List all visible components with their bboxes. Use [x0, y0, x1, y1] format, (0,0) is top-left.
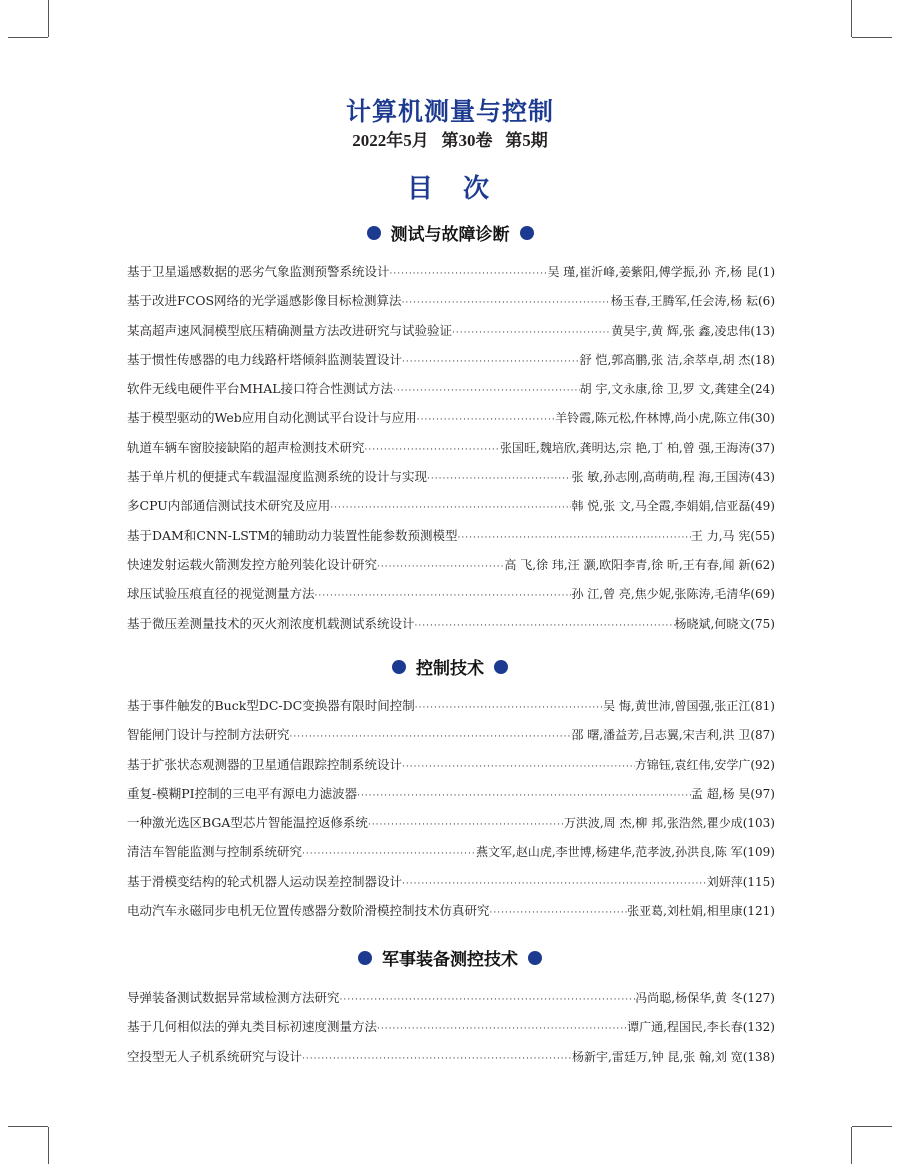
entry-title: 重复-模糊PI控制的三电平有源电力滤波器	[127, 785, 358, 801]
entry-page: (49)	[750, 499, 775, 514]
dot-leader	[302, 849, 476, 859]
entry-title: 基于扩张状态观测器的卫星通信跟踪控制系统设计	[127, 756, 403, 772]
dot-leader	[452, 328, 611, 338]
toc-list-testing	[127, 262, 775, 643]
entry-page: (55)	[750, 528, 775, 543]
section-title: 控制技术	[416, 659, 484, 679]
section-heading-testing	[0, 220, 900, 245]
entry-title: 轨道车辆车窗胶接缺陷的超声检测技术研究	[127, 439, 365, 455]
dot-leader	[415, 703, 603, 713]
bullet-dot-icon	[528, 951, 542, 965]
toc-title: 目 次	[406, 174, 494, 204]
entry-title: 空投型无人子机系统研究与设计	[127, 1048, 303, 1064]
toc-entry[interactable]	[127, 784, 775, 813]
dot-leader	[390, 269, 548, 279]
dot-leader	[330, 503, 571, 513]
entry-authors: 舒 恺,郭高鹏,张 洁,余萃卓,胡 杰	[579, 352, 751, 367]
entry-title: 快速发射运载火箭测发控方舱列装化设计研究	[127, 556, 378, 572]
entry-page: (138)	[742, 1049, 775, 1064]
toc-entry[interactable]	[127, 1017, 775, 1046]
entry-authors: 吴 瑾,崔沂峰,姜紫阳,傅学振,孙 齐,杨 昆	[547, 265, 758, 279]
entry-title: 清洁车智能监测与控制系统研究	[127, 844, 303, 860]
dot-leader	[302, 1054, 572, 1064]
toc-entry[interactable]	[127, 291, 775, 320]
entry-authors: 胡 宇,文永康,徐 卫,罗 文,龚建全	[579, 382, 751, 397]
crop-mark-bottom-left-h	[8, 1126, 48, 1127]
toc-entry[interactable]	[127, 438, 775, 467]
dot-leader	[402, 762, 635, 772]
toc-entry[interactable]	[127, 496, 775, 525]
entry-page: (127)	[742, 991, 775, 1005]
entry-page: (1)	[758, 265, 775, 279]
dot-leader	[368, 820, 564, 830]
entry-authors: 王 力,马 宪	[690, 528, 751, 543]
entry-page: (69)	[750, 587, 775, 602]
entry-authors: 杨玉春,王腾军,任会涛,杨 耘	[610, 294, 758, 309]
entry-authors: 万洪波,周 杰,柳 邦,张浩然,瞿少成	[563, 816, 743, 831]
entry-title: 智能闸门设计与控制方法研究	[127, 727, 290, 743]
entry-title: 基于模型驱动的Web应用自动化测试平台设计与应用	[127, 410, 417, 426]
section-title: 测试与故障诊断	[390, 225, 510, 245]
entry-authors: 吴 悔,黄世沛,曾国强,张正江	[603, 699, 751, 713]
dot-leader	[393, 386, 580, 396]
entry-authors: 杨新宇,雷廷万,钟 昆,张 翰,刘 宽	[572, 1049, 743, 1064]
entry-page: (81)	[750, 699, 775, 713]
entry-page: (13)	[750, 323, 775, 338]
entry-page: (30)	[750, 411, 775, 426]
toc-entry[interactable]	[127, 350, 775, 379]
entry-title: 基于DAM和CNN-LSTM的辅助动力装置性能参数预测模型	[127, 527, 458, 543]
toc-entry[interactable]	[127, 467, 775, 496]
toc-entry[interactable]	[127, 725, 775, 754]
entry-title: 基于微压差测量技术的灭火剂浓度机载测试系统设计	[127, 615, 415, 631]
crop-mark-top-right-v	[851, 0, 852, 37]
crop-mark-bottom-right-h	[852, 1126, 892, 1127]
toc-entry[interactable]	[127, 555, 775, 584]
toc-entry[interactable]	[127, 813, 775, 842]
toc-entry[interactable]	[127, 872, 775, 901]
dot-leader	[427, 474, 571, 484]
toc-entry[interactable]	[127, 1047, 775, 1076]
dot-leader	[402, 879, 707, 889]
crop-mark-bottom-right-v	[851, 1127, 852, 1164]
toc-entry[interactable]	[127, 321, 775, 350]
section-heading-control	[0, 654, 900, 679]
dot-leader	[315, 591, 572, 601]
entry-title: 基于几何相似法的弹丸类目标初速度测量方法	[127, 1019, 378, 1035]
toc-entry[interactable]	[127, 262, 775, 291]
dot-leader	[402, 357, 580, 367]
bullet-dot-icon	[494, 660, 508, 674]
entry-authors: 高 飞,徐 玮,汪 灏,欧阳李青,徐 昕,王有春,闻 新	[504, 557, 751, 572]
entry-authors: 燕文军,赵山虎,李世博,杨建华,范孝波,孙洪良,陈 军	[476, 845, 743, 860]
toc-entry[interactable]	[127, 379, 775, 408]
entry-authors: 韩 悦,张 文,马全霞,李娟娟,信亚磊	[571, 499, 751, 514]
toc-entry[interactable]	[127, 696, 775, 725]
entry-title: 基于滑模变结构的轮式机器人运动误差控制器设计	[127, 873, 403, 889]
entry-authors: 方锦钰,袁红伟,安学广	[634, 757, 751, 772]
entry-page: (97)	[750, 786, 775, 801]
entry-title: 基于卫星遥感数据的恶劣气象监测预警系统设计	[127, 264, 390, 279]
entry-page: (62)	[750, 557, 775, 572]
entry-page: (103)	[742, 816, 775, 831]
bullet-dot-icon	[358, 951, 372, 965]
toc-entry[interactable]	[127, 526, 775, 555]
entry-page: (37)	[750, 440, 775, 455]
dot-leader	[357, 791, 691, 801]
crop-mark-bottom-left-v	[48, 1127, 49, 1164]
entry-page: (24)	[750, 382, 775, 397]
entry-authors: 冯尚聪,杨保华,黄 冬	[635, 991, 743, 1005]
entry-page: (92)	[750, 757, 775, 772]
dot-leader	[340, 995, 636, 1005]
entry-page: (109)	[742, 845, 775, 860]
entry-title: 多CPU内部通信测试技术研究及应用	[127, 498, 331, 514]
entry-title: 电动汽车永磁同步电机无位置传感器分数阶滑模控制技术仿真研究	[127, 903, 490, 919]
toc-entry[interactable]	[127, 988, 775, 1017]
toc-entry[interactable]	[127, 901, 775, 930]
dot-leader	[377, 1024, 627, 1034]
dot-leader	[365, 445, 501, 455]
bullet-dot-icon	[392, 660, 406, 674]
section-title: 军事装备测控技术	[382, 950, 518, 970]
entry-authors: 孙 江,曾 亮,焦少妮,张陈涛,毛清华	[571, 587, 751, 602]
entry-page: (87)	[750, 728, 775, 743]
entry-title: 基于单片机的便捷式车载温湿度监测系统的设计与实现	[127, 469, 428, 485]
entry-authors: 杨晓斌,何晓文	[674, 616, 751, 631]
entry-title: 一种激光选区BGA型芯片智能温控返修系统	[127, 815, 368, 831]
entry-page: (18)	[750, 352, 775, 367]
toc-list-control	[127, 696, 775, 930]
entry-page: (75)	[750, 616, 775, 631]
entry-page: (132)	[742, 1020, 775, 1035]
entry-authors: 孟 超,杨 昊	[690, 786, 751, 801]
toc-entry[interactable]	[127, 408, 775, 437]
entry-authors: 黄昊宇,黄 辉,张 鑫,凌忠伟	[611, 323, 751, 338]
entry-authors: 刘妍萍	[706, 874, 743, 889]
bullet-dot-icon	[520, 226, 534, 240]
entry-title: 基于事件触发的Buck型DC-DC变换器有限时间控制	[127, 698, 415, 713]
entry-authors: 谭广通,程国民,李长春	[627, 1020, 743, 1035]
crop-mark-top-right-h	[852, 37, 892, 38]
dot-leader	[290, 732, 572, 742]
dot-leader	[415, 621, 675, 631]
entry-authors: 羊铃霞,陈元松,仵林博,尚小虎,陈立伟	[555, 411, 751, 426]
entry-title: 导弹装备测试数据异常域检测方法研究	[127, 990, 340, 1005]
entry-page: (121)	[742, 904, 775, 919]
section-heading-military	[0, 945, 900, 970]
entry-title: 某高超声速风洞模型底压精确测量方法改进研究与试验验证	[127, 322, 453, 338]
entry-title: 基于改进FCOS网络的光学遥感影像目标检测算法	[127, 293, 402, 309]
toc-entry[interactable]	[127, 842, 775, 871]
entry-title: 软件无线电硬件平台MHAL接口符合性测试方法	[127, 381, 394, 397]
toc-entry[interactable]	[127, 614, 775, 643]
entry-page: (43)	[750, 470, 775, 485]
entry-page: (6)	[758, 294, 775, 309]
crop-mark-top-left-h	[8, 37, 48, 38]
toc-entry[interactable]	[127, 584, 775, 613]
entry-page: (115)	[742, 874, 775, 889]
toc-list-military	[127, 988, 775, 1076]
bullet-dot-icon	[367, 226, 381, 240]
dot-leader	[417, 415, 555, 425]
dot-leader	[458, 533, 691, 543]
dot-leader	[402, 298, 611, 308]
toc-entry[interactable]	[127, 755, 775, 784]
entry-authors: 张 敏,孙志刚,高萌萌,程 海,王国涛	[571, 470, 751, 485]
crop-mark-top-left-v	[48, 0, 49, 37]
entry-title: 基于惯性传感器的电力线路杆塔倾斜监测装置设计	[127, 351, 403, 367]
entry-authors: 张国旺,魏培欣,龚明达,宗 艳,丁 柏,曾 强,王海涛	[500, 440, 751, 455]
journal-name: 计算机测量与控制	[345, 97, 554, 126]
entry-authors: 邵 曙,潘益芳,吕志翼,宋吉利,洪 卫	[571, 728, 751, 743]
issue-info: 2022年5月 第30卷 第5期	[352, 131, 548, 150]
entry-title: 球压试验压痕直径的视觉测量方法	[127, 586, 315, 602]
entry-authors: 张亚葛,刘杜娟,相里康	[627, 904, 743, 919]
dot-leader	[377, 562, 504, 572]
dot-leader	[490, 908, 628, 918]
